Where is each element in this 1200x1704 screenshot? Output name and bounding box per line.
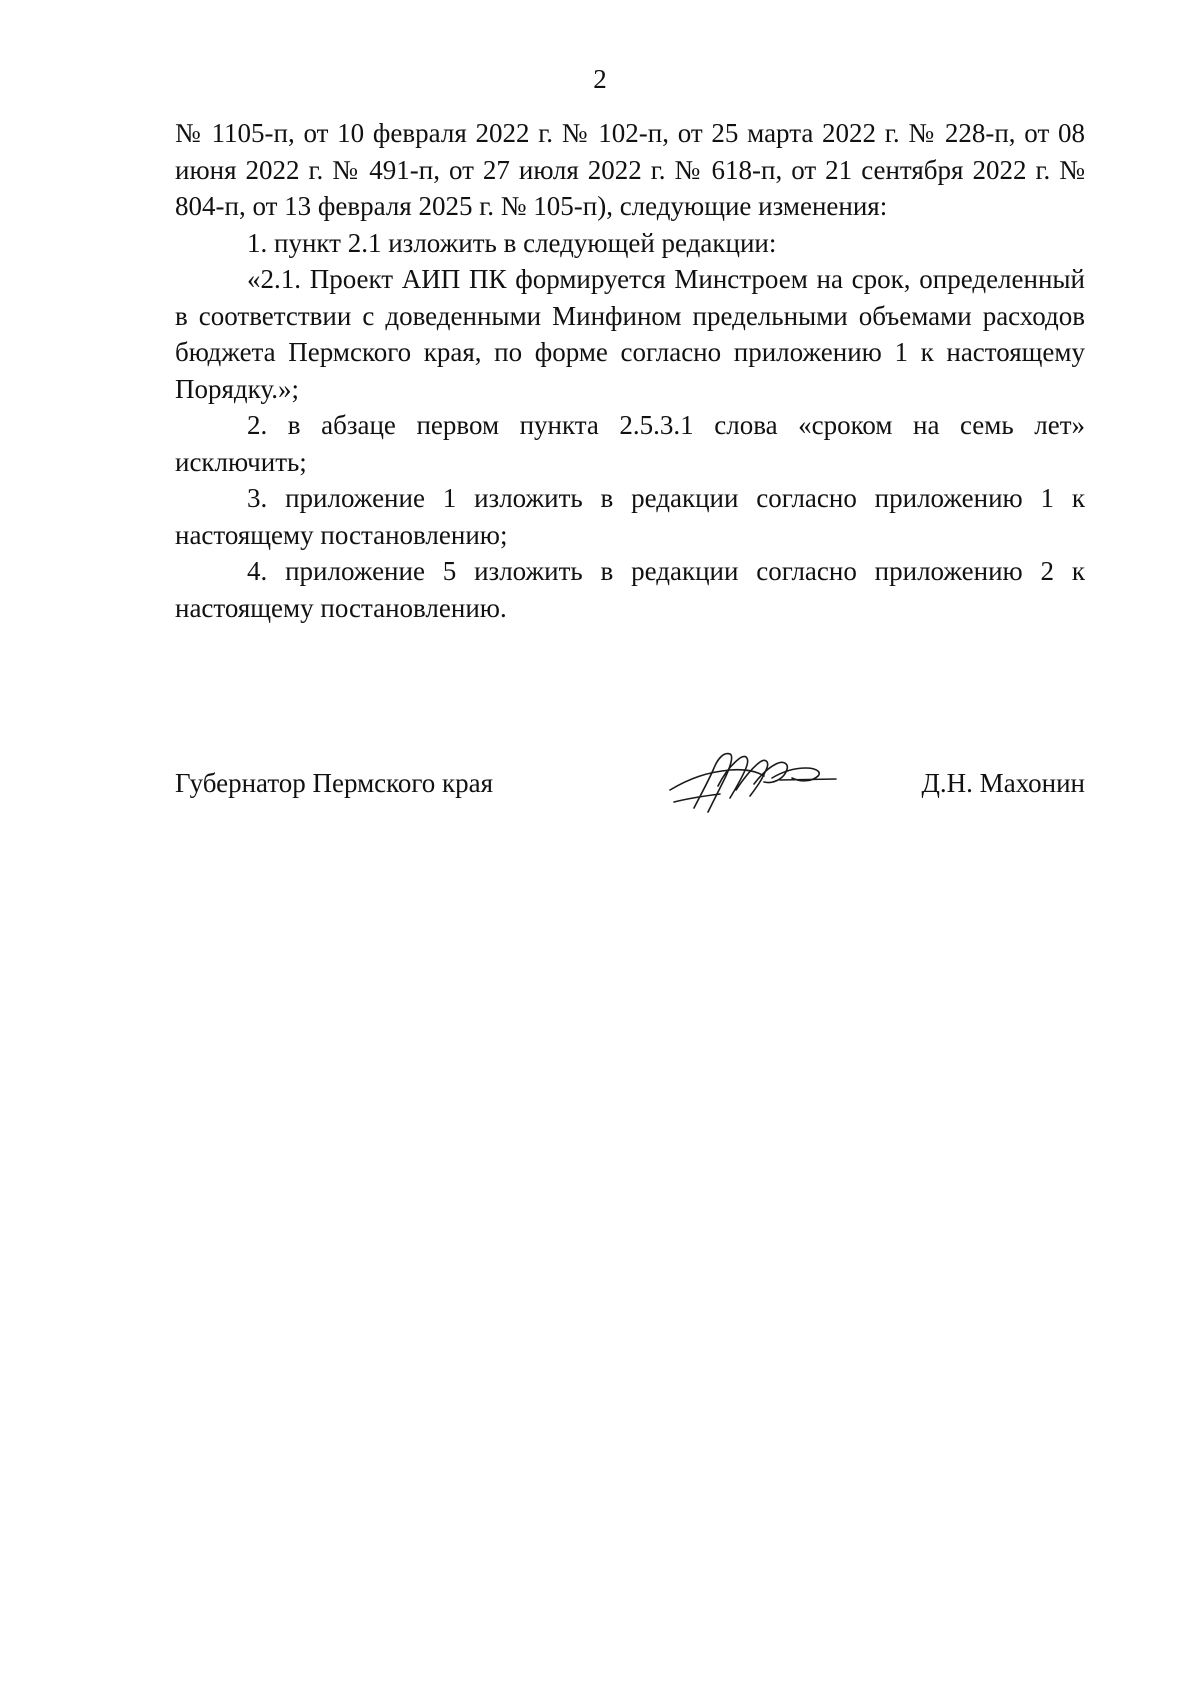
paragraph-item-1-quote: «2.1. Проект АИП ПК формируется Минстроем на срок, определенный в соответствии с доведенными Минфином предельными объемами расходов бюджета Пермского края, по форме согласно приложению 1 к настоящему Порядку.»; [175,264,1085,404]
handwritten-signature [660,738,840,828]
paragraph-item-1: 1. пункт 2.1 изложить в следующей редакции: [247,227,777,258]
page-number: 2 [593,64,607,94]
paragraph-item-2: 2. в абзаце первом пункта 2.5.3.1 слова «сроком на семь лет» исключить; [175,410,1085,477]
signature-block [175,768,1085,808]
document-body [175,115,1085,626]
signer-title: Губернатор Пермского края [175,768,494,798]
signer-name: Д.Н. Махонин [921,768,1085,798]
paragraph-preamble-continuation: № 1105-п, от 10 февраля 2022 г. № 102-п, от 25 марта 2022 г. № 228-п, от 08 июня 2022 г. № 491-п, от 27 июля 2022 г. № 618-п, от 21 сентября 2022 г. № 804-п, от 13 февраля 2025 г. № 105-п), следующие изменения: [175,118,1085,221]
paragraph-item-4: 4. приложение 5 изложить в редакции согласно приложению 2 к настоящему постановлению. [175,556,1085,623]
paragraph-item-3: 3. приложение 1 изложить в редакции согласно приложению 1 к настоящему постановлению; [175,483,1085,550]
